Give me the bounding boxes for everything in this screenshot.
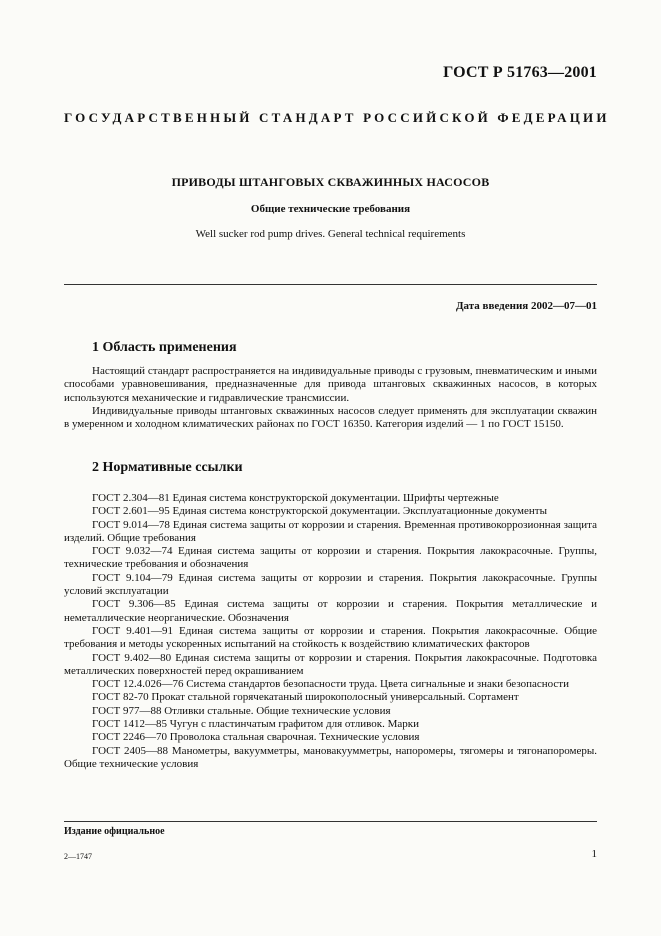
page-number: 1: [591, 848, 597, 860]
reference-item: ГОСТ 2.601—95 Единая система конструкторской документации. Эксплуатационные документы: [92, 505, 547, 518]
reference-item: ГОСТ 2405—88 Манометры, вакуумметры, мановакуумметры, напоромеры, тягомеры и тягонапоромеры. Общие технические условия: [64, 744, 597, 770]
reference-item: ГОСТ 9.104—79 Единая система защиты от коррозии и старения. Покрытия лакокрасочные. Группы условий эксплуатации: [64, 571, 597, 598]
state-standard-heading: ГОСУДАРСТВЕННЫЙ СТАНДАРТ РОССИЙСКОЙ ФЕДЕРАЦИИ: [64, 110, 610, 125]
reference-item: ГОСТ 9.402—80 Единая система защиты от коррозии и старения. Покрытия лакокрасочные. Подготовка металлических поверхностей перед окрашиванием: [64, 651, 597, 677]
reference-item: ГОСТ 9.014—78 Единая система защиты от коррозии и старения. Временная противокоррозионная защита изделий. Общие требования: [64, 518, 597, 544]
reference-item: ГОСТ 2.304—81 Единая система конструкторской документации. Шрифты чертежные: [92, 492, 499, 504]
section-title-references: 2 Нормативные ссылки: [92, 460, 243, 475]
bottom-divider: [64, 821, 597, 822]
reference-item: ГОСТ 1412—85 Чугун с пластинчатым графитом для отливок. Марки: [92, 718, 419, 731]
introduction-date: Дата введения 2002—07—01: [455, 300, 597, 312]
standard-code: ГОСТ Р 51763—2001: [443, 64, 597, 81]
order-code: 2—1747: [64, 852, 92, 861]
reference-item: ГОСТ 82-70 Прокат стальной горячекатаный широкополосный универсальный. Сортамент: [92, 691, 519, 704]
english-title: Well sucker rod pump drives. General technical requirements: [195, 228, 466, 240]
top-divider: [64, 284, 597, 285]
references-list: [64, 492, 597, 771]
reference-item: ГОСТ 2246—70 Проволока стальная сварочная. Технические условия: [92, 731, 420, 744]
scope-paragraph: Индивидуальные приводы штанговых скважинных насосов следует применять для эксплуатации скважин в умеренном и холодном климатических районах по ГОСТ 16350. Категория изделий — 1 по ГОСТ 15150.: [64, 404, 597, 431]
document-title: ПРИВОДЫ ШТАНГОВЫХ СКВАЖИННЫХ НАСОСОВ: [171, 175, 490, 189]
reference-item: ГОСТ 9.306—85 Единая система защиты от коррозии и старения. Покрытия металлические и неметаллические неорганические. Обозначения: [64, 598, 597, 624]
scope-section: [64, 365, 597, 431]
section-title-scope: 1 Область применения: [92, 340, 237, 355]
document-subtitle: Общие технические требования: [250, 203, 411, 215]
reference-item: ГОСТ 977—88 Отливки стальные. Общие технические условия: [92, 704, 391, 717]
edition-label: Издание официальное: [64, 826, 165, 837]
reference-item: ГОСТ 9.401—91 Единая система защиты от коррозии и старения. Покрытия лакокрасочные. Общие требования и методы ускоренных испытаний на стойкость к воздействию климатических факторов: [64, 624, 597, 651]
reference-item: ГОСТ 12.4.026—76 Система стандартов безопасности труда. Цвета сигнальные и знаки безопасности: [92, 678, 569, 691]
scope-paragraph: Настоящий стандарт распространяется на индивидуальные приводы с грузовым, пневматическим и иными способами уравновешивания, предназначенные для привода штанговых скважинных насосов, в которых используются механические и гидравлические трансмиссии.: [64, 365, 597, 404]
reference-item: ГОСТ 9.032—74 Единая система защиты от коррозии и старения. Покрытия лакокрасочные. Группы, технические требования и обозначения: [64, 545, 597, 571]
